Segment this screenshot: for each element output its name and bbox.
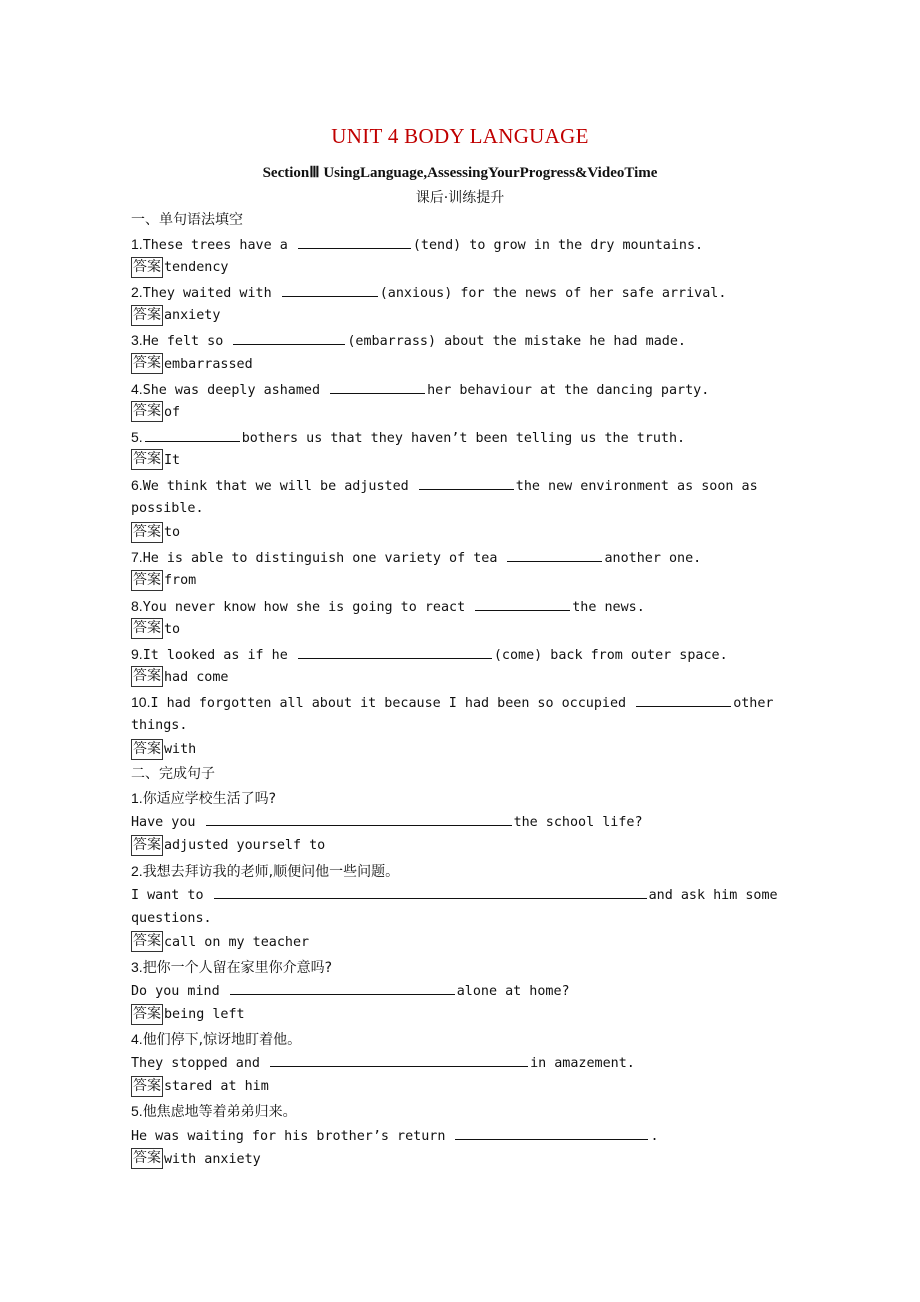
sentence-text: Have you: [131, 815, 204, 831]
question-number: 9.: [131, 645, 143, 662]
answer-label: 答案: [131, 835, 163, 856]
question-text-after: (anxious) for the news of her safe arrival.: [379, 286, 727, 302]
answer-text: adjusted yourself to: [164, 838, 326, 854]
answer-label: 答案: [131, 618, 163, 639]
question-number: 7.: [131, 549, 143, 566]
answer-1: [131, 256, 783, 280]
question-number: 3.: [131, 958, 143, 975]
fill-blank[interactable]: [282, 281, 378, 297]
fill-blank[interactable]: [455, 1124, 648, 1140]
sentence-2-chinese: [131, 859, 783, 883]
sentence-text: He was waiting for his brother’s return: [131, 1128, 454, 1144]
question-7: [131, 545, 783, 569]
answer-label: 答案: [131, 1004, 163, 1025]
question-number: 8.: [131, 597, 143, 614]
question-1: [131, 232, 783, 256]
question-number: 3.: [131, 332, 143, 349]
part1-heading: 一、单句语法填空: [131, 212, 243, 228]
question-number: 6.: [131, 477, 143, 494]
question-number: 2.: [131, 862, 143, 879]
fill-blank[interactable]: [330, 378, 425, 394]
chinese-prompt: 把你一个人留在家里你介意吗?: [142, 959, 333, 976]
answer-text: anxiety: [164, 308, 221, 324]
question-text-after: the new environment as soon as: [515, 479, 758, 495]
question-text: You never know how she is going to react: [142, 599, 474, 615]
part2-heading: 二、完成句子: [131, 766, 215, 783]
answer-label: 答案: [131, 570, 163, 591]
sentence-4: [131, 1051, 783, 1075]
chinese-prompt: 你适应学校生活了吗?: [142, 791, 277, 808]
subtitle: 课后·训练提升: [415, 190, 505, 206]
fill-blank[interactable]: [298, 233, 411, 249]
answer-text: tendency: [164, 260, 229, 276]
question-number: 2.: [131, 284, 143, 301]
fill-blank[interactable]: [636, 691, 731, 707]
sentence-text: I want to: [131, 887, 212, 903]
answer-label: 答案: [131, 305, 163, 326]
question-text: We think that we will be adjusted: [142, 479, 417, 495]
sentence-3-chinese: [131, 955, 783, 979]
sentence-1: [131, 810, 783, 834]
exercise-content: [131, 208, 783, 1172]
answer-label: 答案: [131, 522, 163, 543]
answer-text: stared at him: [164, 1079, 269, 1095]
answer-5: [131, 449, 783, 473]
question-9: [131, 642, 783, 666]
answer-text: call on my teacher: [164, 934, 310, 950]
answer-label: 答案: [131, 739, 163, 760]
answer-text: being left: [164, 1007, 245, 1023]
answer-label: 答案: [131, 666, 163, 687]
answer-label: 答案: [131, 401, 163, 422]
sentence-3: [131, 979, 783, 1003]
question-number: 5.: [131, 428, 143, 445]
question-6: [131, 473, 783, 497]
fill-blank[interactable]: [298, 643, 492, 659]
sentence-5-chinese: [131, 1099, 783, 1123]
answer-label: 答案: [131, 353, 163, 374]
question-number: 5.: [131, 1103, 143, 1120]
question-10-continued: things.: [131, 717, 188, 733]
question-4: [131, 377, 783, 401]
fill-blank[interactable]: [507, 546, 602, 562]
sentence-2: [131, 883, 783, 907]
answer-p2-2: [131, 931, 783, 955]
question-text-after: another one.: [604, 551, 702, 567]
answer-label: 答案: [131, 931, 163, 952]
question-text-after: the news.: [572, 599, 645, 615]
answer-text: to: [164, 621, 181, 637]
answer-4: [131, 401, 783, 425]
question-text: These trees have a: [142, 238, 296, 254]
answer-2: [131, 304, 783, 328]
question-6-continued: possible.: [131, 501, 204, 517]
question-text-after: bothers us that they haven’t been telling us the truth.: [241, 430, 686, 446]
question-number: 10.: [131, 693, 151, 710]
answer-text: had come: [164, 669, 229, 685]
question-3: [131, 328, 783, 352]
question-text-after: other: [733, 695, 774, 711]
fill-blank[interactable]: [214, 883, 647, 899]
fill-blank[interactable]: [419, 474, 514, 490]
fill-blank[interactable]: [233, 329, 345, 345]
fill-blank[interactable]: [145, 426, 240, 442]
answer-7: [131, 569, 783, 593]
question-number: 1.: [131, 790, 143, 807]
fill-blank[interactable]: [475, 595, 570, 611]
answer-text: with: [164, 742, 197, 758]
question-5: [131, 425, 783, 449]
question-text: He is able to distinguish one variety of tea: [142, 551, 506, 567]
answer-label: 答案: [131, 449, 163, 470]
question-number: 1.: [131, 236, 143, 253]
sentence-1-chinese: [131, 786, 783, 810]
question-2: [131, 280, 783, 304]
answer-label: 答案: [131, 1148, 163, 1169]
sentence-text: Do you mind: [131, 984, 228, 999]
answer-text: It: [164, 452, 181, 468]
answer-p2-4: [131, 1075, 783, 1099]
chinese-prompt: 他焦虑地等着弟弟归来。: [142, 1104, 297, 1121]
answer-label: 答案: [131, 1076, 163, 1097]
answer-text: embarrassed: [164, 356, 253, 372]
question-8: [131, 594, 783, 618]
answer-3: [131, 353, 783, 377]
question-10: [131, 690, 783, 714]
question-text: She was deeply ashamed: [142, 382, 329, 398]
fill-blank[interactable]: [230, 979, 455, 995]
chinese-prompt: 他们停下,惊讶地盯着他。: [142, 1032, 302, 1049]
question-number: 4.: [131, 1031, 143, 1048]
question-text: I had forgotten all about it because I had been so occupied: [150, 695, 635, 711]
sentence-2-continued: questions.: [131, 910, 212, 926]
fill-blank[interactable]: [206, 810, 512, 826]
answer-text: from: [164, 573, 197, 589]
sentence-text-after: and ask him some: [648, 887, 778, 903]
question-text-after: (embarrass) about the mistake he had made.: [347, 334, 686, 350]
question-text: They waited with: [142, 286, 280, 302]
unit-title: UNIT 4 BODY LANGUAGE: [331, 124, 589, 148]
sentence-text-after: .: [650, 1128, 659, 1144]
answer-text: to: [164, 525, 181, 541]
question-text-after: (tend) to grow in the dry mountains.: [412, 238, 704, 254]
answer-8: [131, 618, 783, 642]
question-text: He felt so: [142, 334, 232, 350]
sentence-4-chinese: [131, 1027, 783, 1051]
answer-p2-5: [131, 1148, 783, 1172]
question-text-after: (come) back from outer space.: [493, 647, 728, 663]
question-text-after: her behaviour at the dancing party.: [427, 382, 710, 398]
fill-blank[interactable]: [270, 1051, 528, 1067]
answer-p2-3: [131, 1003, 783, 1027]
answer-text: with anxiety: [164, 1151, 261, 1167]
sentence-5: [131, 1124, 783, 1148]
question-text: It looked as if he: [142, 647, 296, 663]
section-title: SectionⅢ UsingLanguage,AssessingYourProgress&VideoTime: [262, 165, 658, 181]
sentence-text-after: alone at home?: [456, 984, 570, 999]
answer-9: [131, 666, 783, 690]
answer-6: [131, 521, 783, 545]
sentence-text-after: in amazement.: [530, 1056, 635, 1072]
sentence-text: They stopped and: [131, 1056, 269, 1072]
chinese-prompt: 我想去拜访我的老师,顺便问他一些问题。: [142, 863, 400, 880]
sentence-text-after: the school life?: [513, 815, 643, 831]
answer-text: of: [164, 404, 181, 420]
answer-label: 答案: [131, 257, 163, 278]
question-number: 4.: [131, 380, 143, 397]
answer-10: [131, 738, 783, 762]
answer-p2-1: [131, 834, 783, 858]
